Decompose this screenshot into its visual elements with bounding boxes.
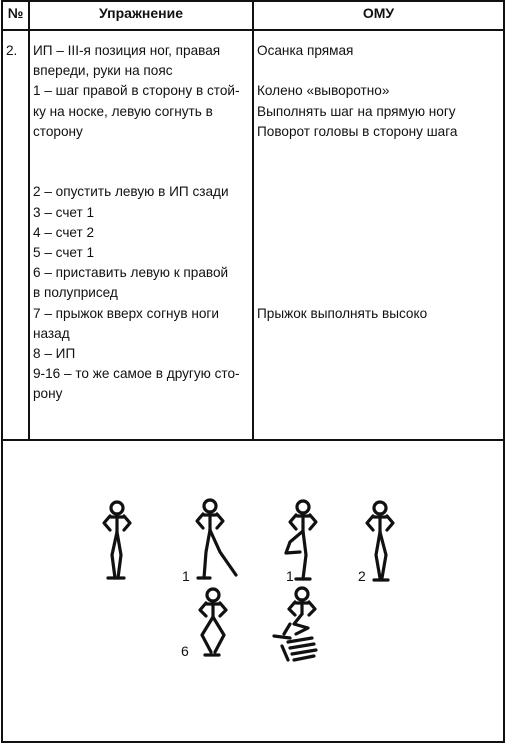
omu-line: Поворот головы в сторону шага xyxy=(257,123,458,139)
exercise-line: назад xyxy=(33,325,70,341)
figure-jump xyxy=(274,588,316,660)
header-number: № xyxy=(7,5,24,21)
figure-label: 1 xyxy=(286,568,294,584)
figure-label: 2 xyxy=(358,568,366,584)
figure-step-side xyxy=(197,500,236,578)
exercise-line: 5 – счет 1 xyxy=(33,245,95,260)
figure-start-position xyxy=(104,502,130,578)
figure-half-squat xyxy=(200,589,226,655)
exercise-line: ИП – III-я позиция ног, правая xyxy=(33,43,221,58)
exercise-line: рону xyxy=(33,386,63,402)
exercise-line: 2 – опустить левую в ИП сзади xyxy=(33,184,229,200)
figure-label: 6 xyxy=(181,643,189,659)
exercise-line: 8 – ИП xyxy=(33,346,76,362)
omu-line: Выполнять шаг на прямую ногу xyxy=(257,103,456,119)
header-exercise: Упражнение xyxy=(99,5,183,21)
exercise-line: в полуприсед xyxy=(33,285,118,301)
exercise-line: 7 – прыжок вверх согнув ноги xyxy=(33,305,219,321)
exercise-line: 1 – шаг правой в сторону в стой- xyxy=(33,83,240,99)
exercise-line: 9-16 – то же самое в другую сто- xyxy=(33,366,240,382)
exercise-line: сторону xyxy=(33,123,83,139)
exercise-line: 4 – счет 2 xyxy=(33,224,95,240)
exercise-line: впереди, руки на пояс xyxy=(33,63,173,79)
header-omu: ОМУ xyxy=(362,5,395,21)
omu-line: Осанка прямая xyxy=(257,43,354,58)
omu-line: Прыжок выполнять высоко xyxy=(257,305,428,321)
figure-leg-lowered xyxy=(367,502,393,580)
exercise-line: ку на носке, левую согнуть в xyxy=(33,103,213,119)
exercise-line: 6 – приставить левую к правой xyxy=(33,265,229,281)
figure-label: 1 xyxy=(182,568,190,584)
row-number: 2. xyxy=(6,43,18,58)
omu-line: Колено «выворотно» xyxy=(257,83,390,99)
exercise-line: 3 – счет 1 xyxy=(33,204,95,220)
